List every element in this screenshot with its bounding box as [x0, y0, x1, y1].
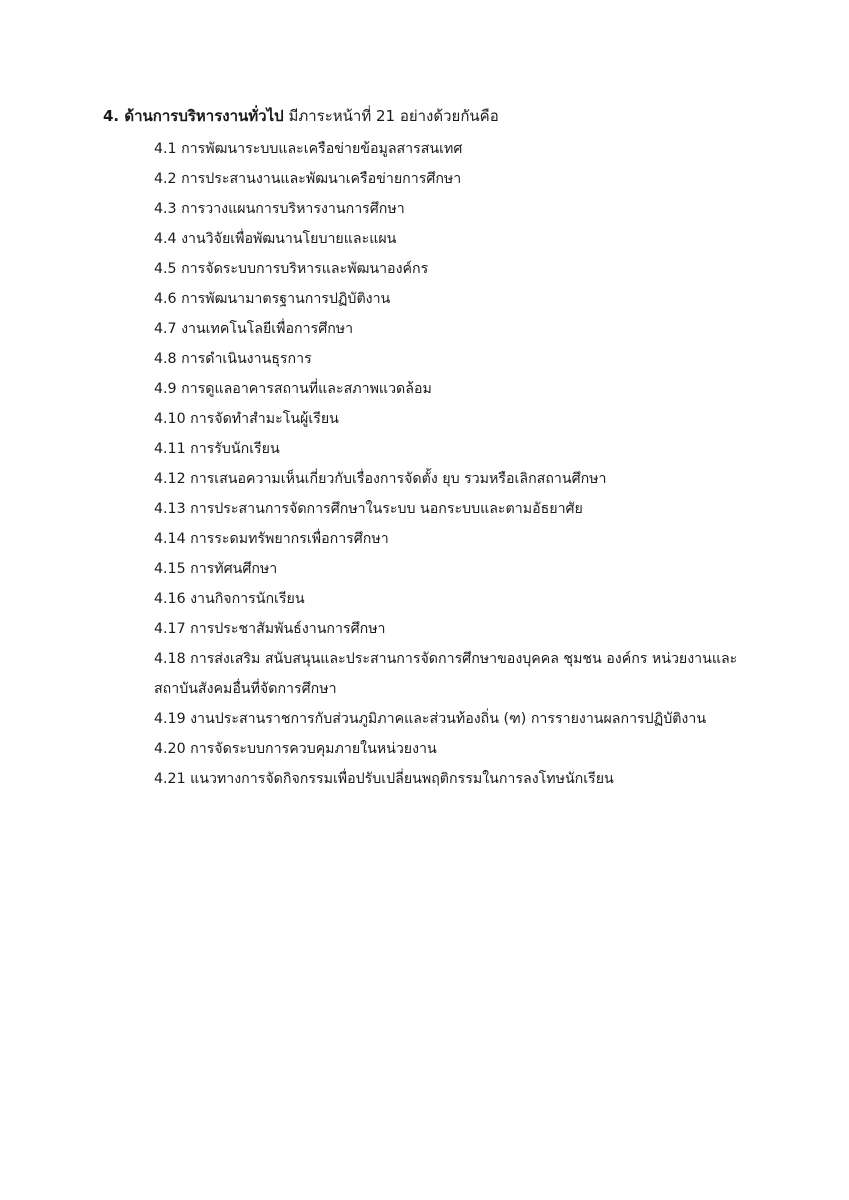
list-item: 4.11 การรับนักเรียน	[154, 441, 280, 457]
list-item: 4.2 การประสานงานและพัฒนาเครือข่ายการศึกษา	[154, 171, 462, 187]
list-item: 4.4 งานวิจัยเพื่อพัฒนานโยบายและแผน	[154, 231, 397, 247]
list-item: 4.17 การประชาสัมพันธ์งานการศึกษา	[154, 621, 386, 637]
list-item: 4.10 การจัดทำสำมะโนผู้เรียน	[154, 411, 339, 427]
list-item: 4.6 การพัฒนามาตรฐานการปฏิบัติงาน	[154, 291, 391, 307]
list-item: 4.19 งานประสานราชการกับส่วนภูมิภาคและส่วนท้องถิ่น (ฑ) การรายงานผลการปฏิบัติงาน	[154, 711, 707, 727]
list-item: 4.18 การส่งเสริม สนับสนุนและประสานการจัดการศึกษาของบุคคล ชุมชน องค์กร หน่วยงานและสถาบันสังคมอื่นที่จัดการศึกษา	[154, 651, 738, 697]
list-item: 4.9 การดูแลอาคารสถานที่และสภาพแวดล้อม	[154, 381, 432, 397]
list-item: 4.12 การเสนอความเห็นเกี่ยวกับเรื่องการจัดตั้ง ยุบ รวมหรือเลิกสถานศึกษา	[154, 471, 607, 487]
list-item: 4.7 งานเทคโนโลยีเพื่อการศึกษา	[154, 321, 354, 337]
list-item: 4.5 การจัดระบบการบริหารและพัฒนาองค์กร	[154, 261, 429, 277]
list-item: 4.15 การทัศนศึกษา	[154, 561, 278, 577]
list-item: 4.13 การประสานการจัดการศึกษาในระบบ นอกระบบและตามอัธยาศัย	[154, 501, 583, 517]
section-title: 4. ด้านการบริหารงานทั่วไป	[103, 107, 284, 125]
list-item: 4.14 การระดมทรัพยากรเพื่อการศึกษา	[154, 531, 389, 547]
list-item: 4.20 การจัดระบบการควบคุมภายในหน่วยงาน	[154, 741, 437, 757]
list-item: 4.3 การวางแผนการบริหารงานการศึกษา	[154, 201, 405, 217]
list-item: 4.8 การดำเนินงานธุรการ	[154, 351, 312, 367]
list-item: 4.21 แนวทางการจัดกิจกรรมเพื่อปรับเปลี่ยนพฤติกรรมในการลงโทษนักเรียน	[154, 771, 614, 787]
section-subtitle: มีภาระหน้าที่ 21 อย่างด้วยกันคือ	[283, 107, 499, 125]
duties-list	[154, 134, 774, 794]
section-heading	[103, 104, 499, 128]
list-item: 4.16 งานกิจการนักเรียน	[154, 591, 305, 607]
list-item: 4.1 การพัฒนาระบบและเครือข่ายข้อมูลสารสนเทศ	[154, 141, 463, 157]
